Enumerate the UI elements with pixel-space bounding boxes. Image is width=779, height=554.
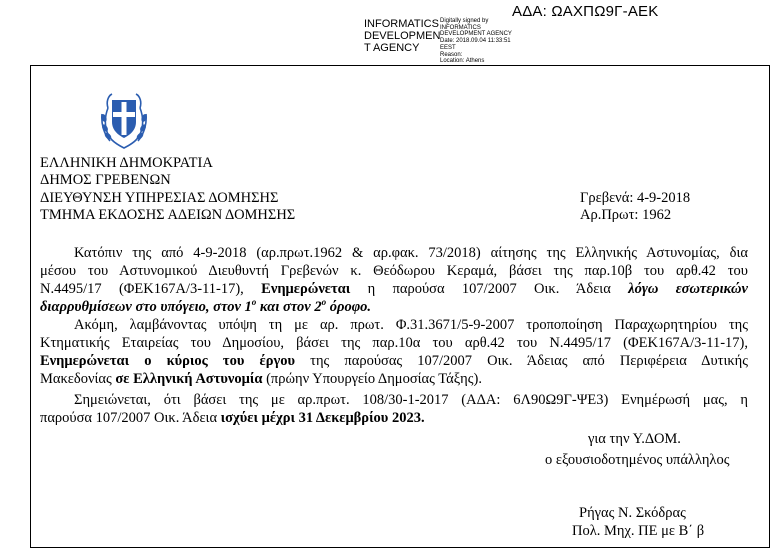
digital-signature-details [440, 18, 512, 65]
signature-org-line: T AGENCY [364, 42, 420, 54]
new-owner-text: σε Ελληνική Αστυνομία [115, 371, 263, 387]
validity-text: ισχύει μέχρι 31 Δεκεμβρίου 2023. [220, 410, 425, 426]
updated-keyword: Ενημερώνεται [261, 281, 351, 297]
org-name-department: ΤΜΗΜΑ ΕΚΔΟΣΗΣ ΑΔΕΙΩΝ ΔΟΜΗΣΗΣ [40, 207, 296, 223]
signature-org-line: DEVELOPMEN [364, 30, 441, 42]
signature-detail-line: Location: Athens [440, 58, 485, 65]
paragraph-2-line-1: Ακόμη, λαμβάνοντας υπόψη τη με αρ. πρωτ. Φ.31.3671/5-9-2007 τροποποίηση Παραχωρητηρίου της [74, 317, 748, 333]
protocol-number: Αρ.Πρωτ: 1962 [580, 207, 672, 223]
sign-for-line: για την Υ.ΔΟΜ. [588, 431, 681, 447]
digital-signature-org [364, 18, 440, 54]
reason-text: λόγω εσωτερικών [628, 281, 748, 297]
paragraph-1-line-1: Κατόπιν της από 4-9-2018 (αρ.πρωτ.1962 & αρ.φακ. 73/2018) αίτησης της Ελληνικής Αστυνομίας, δια [74, 245, 748, 261]
org-name-republic: ΕΛΛΗΝΙΚΗ ΔΗΜΟΚΡΑΤΙΑ [40, 155, 213, 171]
signer-name: Ρήγας Ν. Σκόδρας [579, 505, 686, 521]
signature-org-line: INFORMATICS [364, 18, 439, 30]
reason-text-cont: διαρρυθμίσεων στο υπόγειο, στον $1^o$ και στον $2^o$ όροφο. [40, 297, 372, 315]
signer-title: Πολ. Μηχ. ΠΕ με Β΄ β [572, 523, 705, 539]
signature-detail-line: Reason: [440, 51, 463, 58]
paragraph-3-line-1: Σημειώνεται, ότι βάσει της με αρ.πρωτ. 108/30-1-2017 (ΑΔΑ: 6Λ90Ω9Γ-ΨΕ3) Ενημέρωσή μας, η [74, 392, 748, 408]
signature-detail-line: Date: 2018.09.04 11:33:51 [440, 38, 511, 45]
permit-reference: η παρούσα 107/2007 Οικ. Άδεια [367, 281, 611, 297]
law-reference: Ν.4495/17 (ΦΕΚ167Α/3-11-17), [40, 281, 244, 297]
signature-detail-line: Digitally signed by [440, 18, 489, 24]
paragraph-1-line-2: μέσου του Αστυνομικού Διευθυντή Γρεβενών κ. Θεόδωρου Κεραμά, βάσει της παρ.10β του αρθ.42 του [40, 263, 748, 279]
paragraph-2-line-3: Ενημερώνεται ο κύριος του έργου της παρούσας 107/2007 Οικ. Άδειας από Περιφέρεια Δυτικής [40, 353, 749, 369]
signature-detail-line: DEVELOPMENT AGENCY [440, 31, 512, 38]
sign-authorized: ο εξουσιοδοτημένος υπάλληλος [545, 452, 730, 468]
ada-code: ΑΔΑ: ΩΑΧΠΩ9Γ-ΑΕΚ [512, 3, 659, 20]
paragraph-1-line-4 [40, 299, 748, 316]
document-date: Γρεβενά: 4-9-2018 [580, 190, 691, 206]
owner-updated-text: Ενημερώνεται ο κύριος του έργου [40, 353, 296, 369]
org-name-directorate: ΔΙΕΥΘΥΝΣΗ ΥΠΗΡΕΣΙΑΣ ΔΟΜΗΣΗΣ [40, 190, 279, 206]
signature-detail-line: INFORMATICS [440, 24, 481, 31]
greek-coat-of-arms-icon [96, 88, 152, 150]
paragraph-3-line-2: παρούσα 107/2007 Οικ. Άδεια ισχύει μέχρι 31 Δεκεμβρίου 2023. [40, 410, 425, 426]
signature-detail-line: EEST [440, 44, 456, 51]
paragraph-1-line-3 [40, 281, 748, 298]
paragraph-2-line-4: Μακεδονίας σε Ελληνική Αστυνομία (πρώην Υπουργείο Δημοσίας Τάξης). [40, 371, 482, 387]
org-name-municipality: ΔΗΜΟΣ ΓΡΕΒΕΝΩΝ [40, 172, 171, 188]
paragraph-2-line-2: Κτηματικής Εταιρείας του Δημοσίου, βάσει της παρ.10α του αρθ.42 του Ν.4495/17 (ΦΕΚ167Α/3-11-17), [40, 335, 748, 351]
